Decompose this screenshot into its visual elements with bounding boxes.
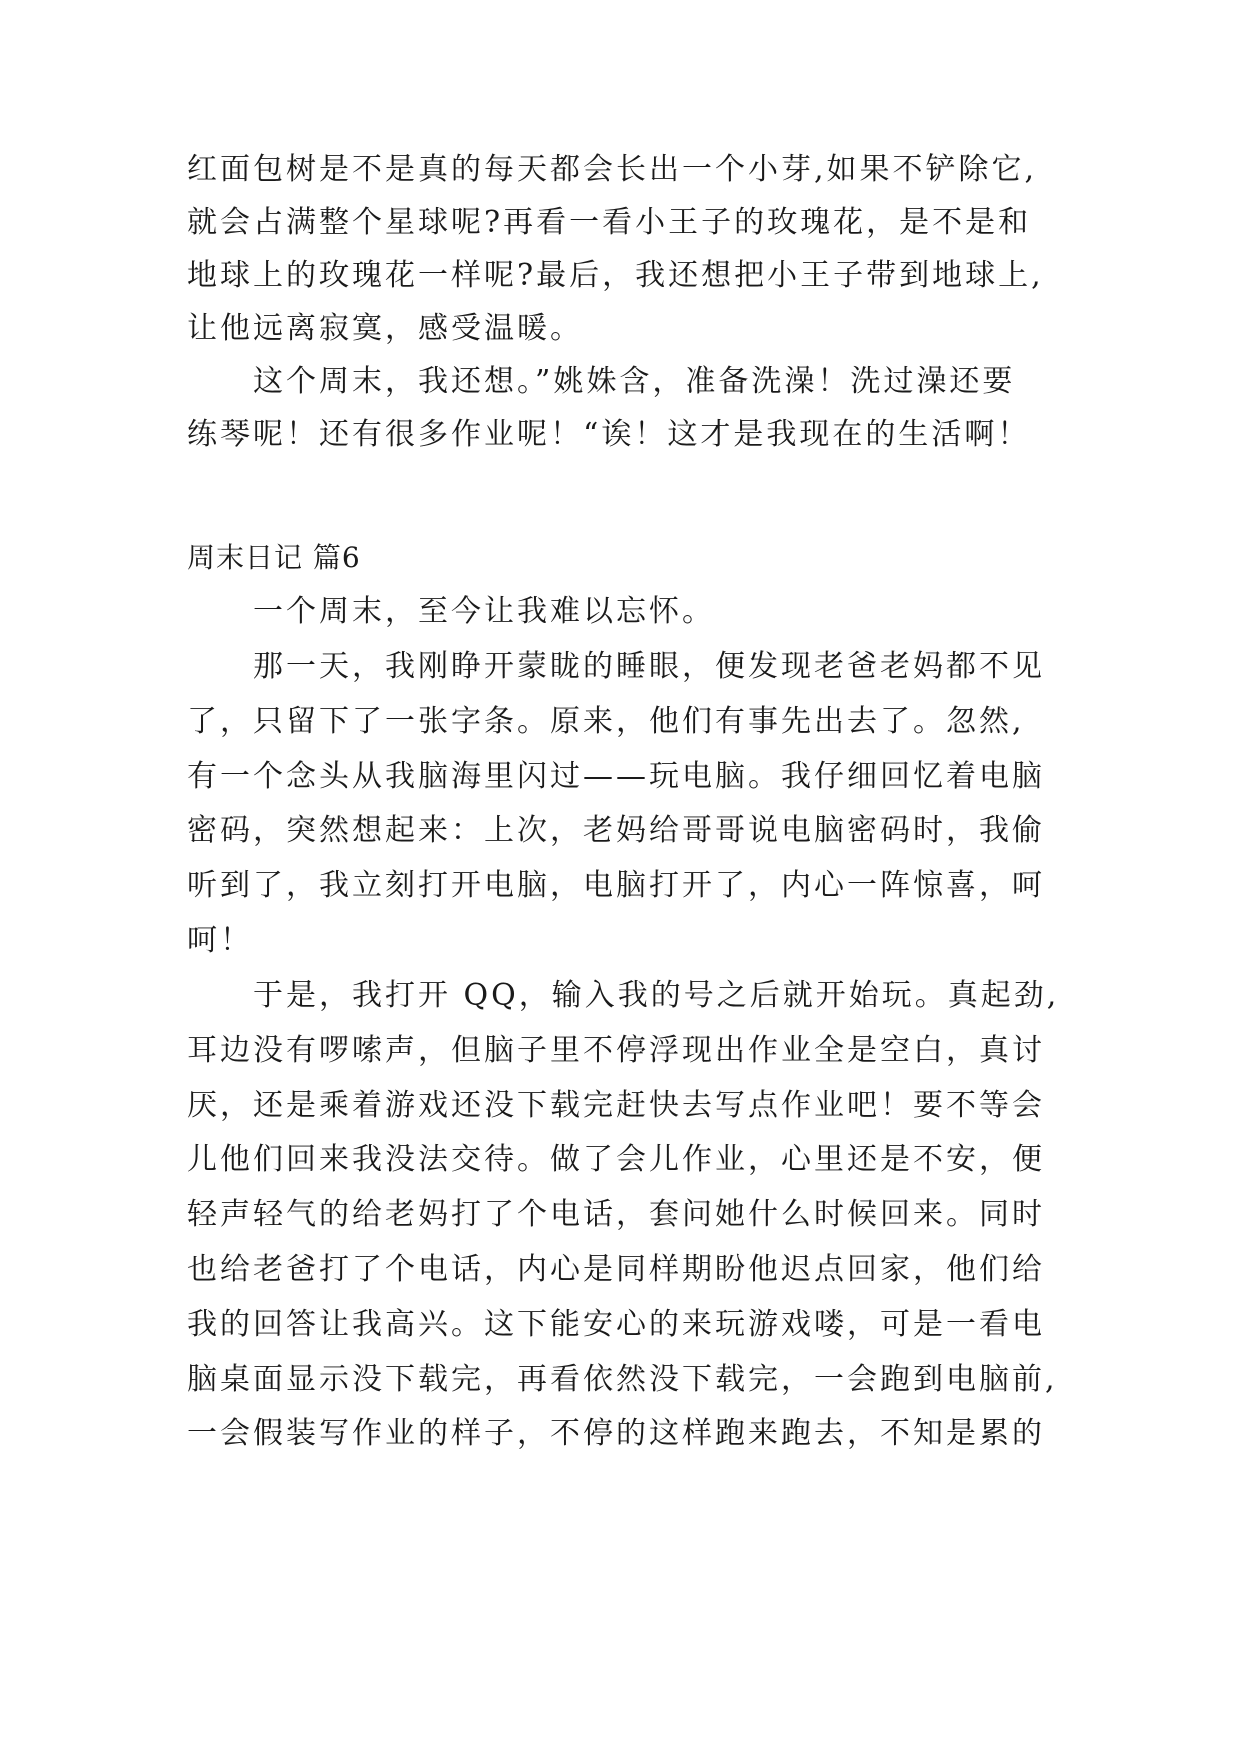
- section-title: 周末日记 篇6: [187, 541, 361, 574]
- paragraph-line: 一个周末，至今让我难以忘怀。: [253, 594, 715, 629]
- paragraph-line: 儿他们回来我没法交待。做了会儿作业，心里还是不安，便: [187, 1142, 1045, 1177]
- paragraph-line: 厌，还是乘着游戏还没下载完赶快去写点作业吧！要不等会: [187, 1088, 1045, 1123]
- paragraph-line: 有一个念头从我脑海里闪过——玩电脑。我仔细回忆着电脑: [187, 759, 1045, 794]
- paragraph-line: 我的回答让我高兴。这下能安心的来玩游戏喽，可是一看电: [187, 1307, 1045, 1342]
- paragraph-line: 轻声轻气的给老妈打了个电话，套问她什么时候回来。同时: [187, 1197, 1045, 1232]
- paragraph-line: 练琴呢！还有很多作业呢！“诶！这才是我现在的生活啊！: [187, 417, 1031, 452]
- paragraph-line: 于是，我打开 QQ，输入我的号之后就开始玩。真起劲,: [253, 978, 1060, 1013]
- paragraph-line: 这个周末，我还想。”姚姝含，准备洗澡！洗过澡还要: [253, 364, 1016, 399]
- paragraph-line: 密码，突然想起来：上次，老妈给哥哥说电脑密码时，我偷: [187, 813, 1045, 848]
- paragraph-line: 呵！: [187, 923, 253, 958]
- paragraph-line: 一会假装写作业的样子，不停的这样跑来跑去，不知是累的: [187, 1416, 1045, 1451]
- paragraph-line: 也给老爸打了个电话，内心是同样期盼他迟点回家，他们给: [187, 1252, 1045, 1287]
- paragraph-line: 地球上的玫瑰花一样呢?最后，我还想把小王子带到地球上,: [187, 258, 1044, 293]
- paragraph-line: 耳边没有啰嗦声，但脑子里不停浮现出作业全是空白，真讨: [187, 1033, 1045, 1068]
- paragraph-line: 了，只留下了一张字条。原来，他们有事先出去了。忽然,: [187, 704, 1025, 739]
- paragraph-line: 让他远离寂寞，感受温暖。: [187, 311, 583, 346]
- paragraph-line: 脑桌面显示没下载完，再看依然没下载完，一会跑到电脑前,: [187, 1362, 1058, 1397]
- paragraph-line: 红面包树是不是真的每天都会长出一个小芽,如果不铲除它,: [187, 152, 1038, 187]
- paragraph-line: 那一天，我刚睁开蒙眬的睡眼，便发现老爸老妈都不见: [253, 649, 1045, 684]
- paragraph-line: 就会占满整个星球呢?再看一看小王子的玫瑰花，是不是和: [187, 205, 1032, 240]
- paragraph-line: 听到了，我立刻打开电脑，电脑打开了，内心一阵惊喜，呵: [187, 868, 1045, 903]
